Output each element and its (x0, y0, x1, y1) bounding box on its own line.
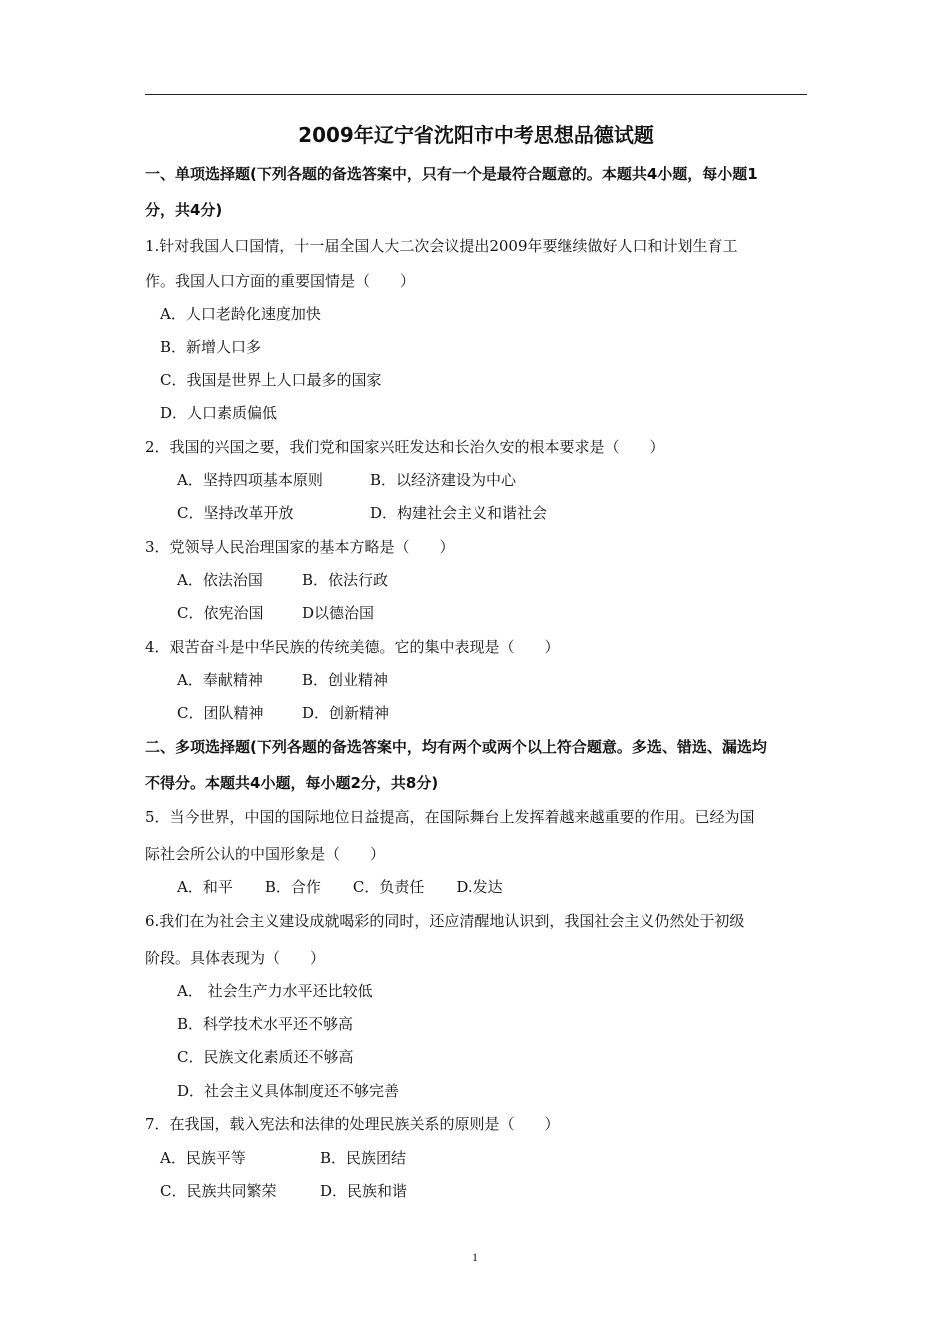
q6-text-line1: 6.我们在为社会主义建设成就喝彩的同时，还应清醒地认识到，我国社会主义仍然处于初级 (145, 912, 745, 930)
section1-heading-line2: 分，共4分) (145, 201, 223, 219)
q4-option-a: A．奉献精神 (177, 671, 263, 689)
section2-heading-line2: 不得分。本题共4小题，每小题2分，共8分) (145, 774, 439, 792)
q5-option-c: C．负责任 (352, 878, 425, 896)
q3-option-d: D以德治国 (302, 604, 375, 622)
q6-text-line2: 阶段。具体表现为（ ） (145, 949, 326, 967)
page-title: 2009年辽宁省沈阳市中考思想品德试题 (298, 123, 654, 147)
q3-option-b: B．依法行政 (302, 571, 389, 589)
q7-option-a: A．民族平等 (160, 1149, 246, 1167)
q6-option-c: C．民族文化素质还不够高 (177, 1048, 354, 1066)
q6-option-b: B．科学技术水平还不够高 (177, 1015, 354, 1033)
q5-text-line2: 际社会所公认的中国形象是（ ） (145, 845, 386, 863)
q4-text: 4．艰苦奋斗是中华民族的传统美德。它的集中表现是（ ） (145, 638, 560, 656)
section2-heading-line1: 二、多项选择题(下列各题的备选答案中，均有两个或两个以上符合题意。多选、错选、漏选均 (145, 738, 767, 756)
q1-option-c: C．我国是世界上人口最多的国家 (160, 371, 382, 389)
q5-option-d: D.发达 (456, 878, 503, 896)
q6-option-a: A． 社会生产力水平还比较低 (177, 982, 373, 1000)
q1-text-line1: 1.针对我国人口国情，十一届全国人大二次会议提出2009年要继续做好人口和计划生育工 (145, 237, 738, 255)
q3-option-a: A．依法治国 (177, 571, 263, 589)
q7-option-d: D．民族和谐 (320, 1182, 408, 1200)
q1-option-d: D．人口素质偏低 (160, 404, 278, 422)
section1-heading-line1: 一、单项选择题(下列各题的备选答案中，只有一个是最符合题意的。本题共4小题，每小题1 (145, 165, 758, 183)
q3-text: 3．党领导人民治理国家的基本方略是（ ） (145, 538, 455, 556)
q4-option-d: D．创新精神 (302, 704, 390, 722)
q2-option-b: B．以经济建设为中心 (370, 471, 517, 489)
q6-option-d: D．社会主义具体制度还不够完善 (177, 1082, 400, 1100)
q5-option-a: A．和平 (177, 878, 233, 896)
q4-option-b: B．创业精神 (302, 671, 389, 689)
q5-options-row (177, 877, 503, 897)
q5-option-b: B．合作 (264, 878, 321, 896)
q4-option-c: C．团队精神 (177, 704, 264, 722)
q2-option-a: A．坚持四项基本原则 (177, 471, 323, 489)
q1-text-line2: 作。我国人口方面的重要国情是（ ） (145, 272, 416, 290)
q2-option-c: C．坚持改革开放 (177, 504, 294, 522)
q2-text: 2．我国的兴国之要，我们党和国家兴旺发达和长治久安的根本要求是（ ） (145, 438, 665, 456)
q5-text-line1: 5．当今世界，中国的国际地位日益提高，在国际舞台上发挥着越来越重要的作用。已经为国 (145, 808, 755, 826)
q3-option-c: C．依宪治国 (177, 604, 264, 622)
q7-option-b: B．民族团结 (320, 1149, 407, 1167)
q7-option-c: C．民族共同繁荣 (160, 1182, 277, 1200)
header-rule (145, 94, 807, 95)
q2-option-d: D．构建社会主义和谐社会 (370, 504, 548, 522)
q1-option-b: B．新增人口多 (160, 338, 262, 356)
q1-option-a: A．人口老龄化速度加快 (160, 305, 321, 323)
q7-text: 7．在我国，载入宪法和法律的处理民族关系的原则是（ ） (145, 1115, 560, 1133)
page-number: 1 (472, 1250, 478, 1264)
